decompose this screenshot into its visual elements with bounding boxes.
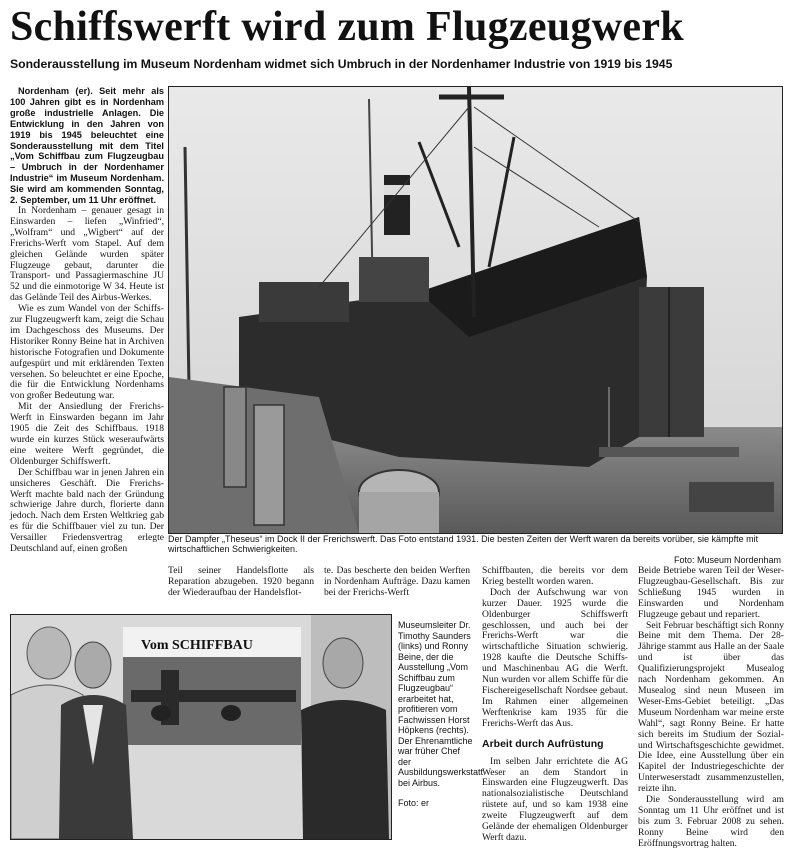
section-heading: Arbeit durch Aufrüstung [482,737,604,750]
paragraph: Wie es zum Wandel von der Schiffs- zur Flugzeugwerft kam, zeigt die Schau im Dachgeschoss des Museums. Der Historiker Ronny Beine hat in Archiven historische Fotografien und Dokumente aufgespürt und mit erklärenden Texten versehen. So beleuchtet er eine Epoche, die für die Entwicklung Nordenhams von großer Bedeutung war. [10,303,164,402]
paragraph: Mit der Ansiedlung der Frerichs-Werft in Einswarden begann im Jahr 1905 die Zeit des Schiffbaus. 1918 wurde ein kurzes Stück weseraufwärts eine weitere Werft gegründet, die Oldenburger Schiffswerft. [10,401,164,467]
photo-caption-top [168,534,781,565]
subheadline: Sonderausstellung im Museum Nordenham widmet sich Umbruch in der Nordenhamer Industrie von 1919 bis 1945 [10,57,673,71]
intro-text: Nordenham (er). Seit mehr als 100 Jahren gibt es in Nordenham große industrielle Anlagen. Die Entwicklung in den Jahren von 1919 bis 1945 beleuchtet eine Sonderausstellung mit dem Titel „Vom Schiffbau zum Flugzeugbau – Umbruch in der Nordenhamer Industrie“ im Museum Nordenham. Sie wird am kommenden Sonntag, 2. September, um 11 Uhr eröffnet. [10,86,164,206]
photo-credit: Foto: Museum Nordenham [673,554,781,565]
article-column-1 [10,86,164,562]
article-column-4 [482,566,628,844]
paragraph: Teil seiner Handelsflotte als Reparation abzugeben. 1920 begann der Wiederaufbau der Handelsflot- [168,565,314,598]
caption-text: Der Dampfer „Theseus“ im Dock II der Frerichswerft. Das Foto entstand 1931. Die besten Zeiten der Werft waren da bereits vorüber, sie kämpfte mit wirtschaftlichen Schwierigkeiten. [168,534,759,555]
headline: Schiffswerft wird zum Flugzeugwerk [10,4,684,50]
paragraph: Im selben Jahr errichtete die AG Weser an dem Standort in Einswarden eine Flugzeugwerft. Das nationalsozialistische Deutschland rüstete auf, und so kam 1938 eine zweite Flugzeugwerft auf dem Gelände der ehemaligen Oldenburger Werft dazu. [482,755,628,843]
paragraph: Beide Betriebe waren Teil der Weser-Flugzeugbau-Gesellschaft. Bis zur Schließung 1945 wurden in Einswarden und Nordenham Flugzeuge gebaut und repariert. [638,565,784,620]
caption-text: Museumsleiter Dr. Timothy Saunders (links) und Ronny Beine, der die Ausstellung „Vom Schiffbau zum Flugzeugbau“ erarbeitet hat, profitieren vom Fachwissen Horst Höpkens (rechts). Der Ehrenamtliche war früher Chef der Ausbildungswerkstatt bei Airbus. [398,620,484,788]
article-column-2 [168,566,314,599]
steamer-dock-illustration [169,87,782,533]
poster-sign-text: Vom SCHIFFBAU [141,638,253,653]
paragraph: Die Sonderausstellung wird am Sonntag um 11 Uhr eröffnet und ist bis zum 3. Februar 2008 zu sehen. Ronny Beine wird den Eröffnungsvortrag halten. [638,794,784,849]
paragraph: Der Schiffbau war in jenen Jahren ein unsicheres Geschäft. Die Frerichs-Werft machte bald nach der Gründung schwierige Jahre durch, florierte dann jedoch. Nach dem Ersten Weltkrieg gab es für die Schiffbauer viel zu tun. Der Versailler Friedensvertrag erlegte Deutschland auf, einen großen [10,466,164,555]
photo-credit: Foto: er [398,798,430,808]
article-column-5 [638,566,784,850]
article-column-3 [324,566,470,599]
photo-caption-bottom [398,620,484,809]
paragraph: In Nordenham – genauer gesagt in Einswarden – liefen „Winfried“, „Wolfram“ und „Wigbert“ auf der Frerichs-Werft vom Stapel. Auf dem gleichen Gelände wurden später Flugzeuge gebaut, darunter die Transport- und Passagiermaschine JU 52 und die einmotorige W 34. Heute ist das Gelände Teil des Airbus-Werkes. [10,204,164,304]
paragraph: Schiffbauten, die bereits vor dem Krieg bestellt worden waren. [482,565,628,587]
paragraph: Seit Februar beschäftigt sich Ronny Beine mit dem Thema. Der 28-Jährige stammt aus Halle an der Saale und ist über das Qualifizierungsprojekt Musealog nach Nordenham gekommen. An Musealog sind neun Museen im Weser-Ems-Gebiet beteiligt. „Das Museum Nordenham war meine erste Wahl“, sagt Ronny Beine. Er hatte sich bereits im Studium der Sozial- und Wirtschaftsgeschichte gewidmet. Die Idee, eine Ausstellung über ein Kapitel der Industriegeschichte der Unterweserstadt zusammenzustellen, reizte ihn. [638,619,784,795]
paragraph: Doch der Aufschwung war von kurzer Dauer. 1925 wurde die Oldenburger Schiffswerft geschlossen, und auch bei der Frerichs-Werft war die wirtschaftliche Situation schwierig. 1928 kaufte die Deutsche Schiffs- und Maschinenbau AG die Werft. Nun wurden vor allem Schiffe für die Fischereigesellschaft Nordsee gebaut. Im Rahmen einer allgemeinen Werftenkrise kam 1935 für die Frerichs-Werft das Aus. [482,586,628,729]
paragraph: te. Das bescherte den beiden Werften in Nordenham Aufträge. Dazu kamen bei der Frerichs-Werft [324,565,470,598]
photo-steamer-theseus [168,86,783,534]
photo-exhibition-team [10,614,392,840]
exhibition-team-illustration [11,615,391,839]
